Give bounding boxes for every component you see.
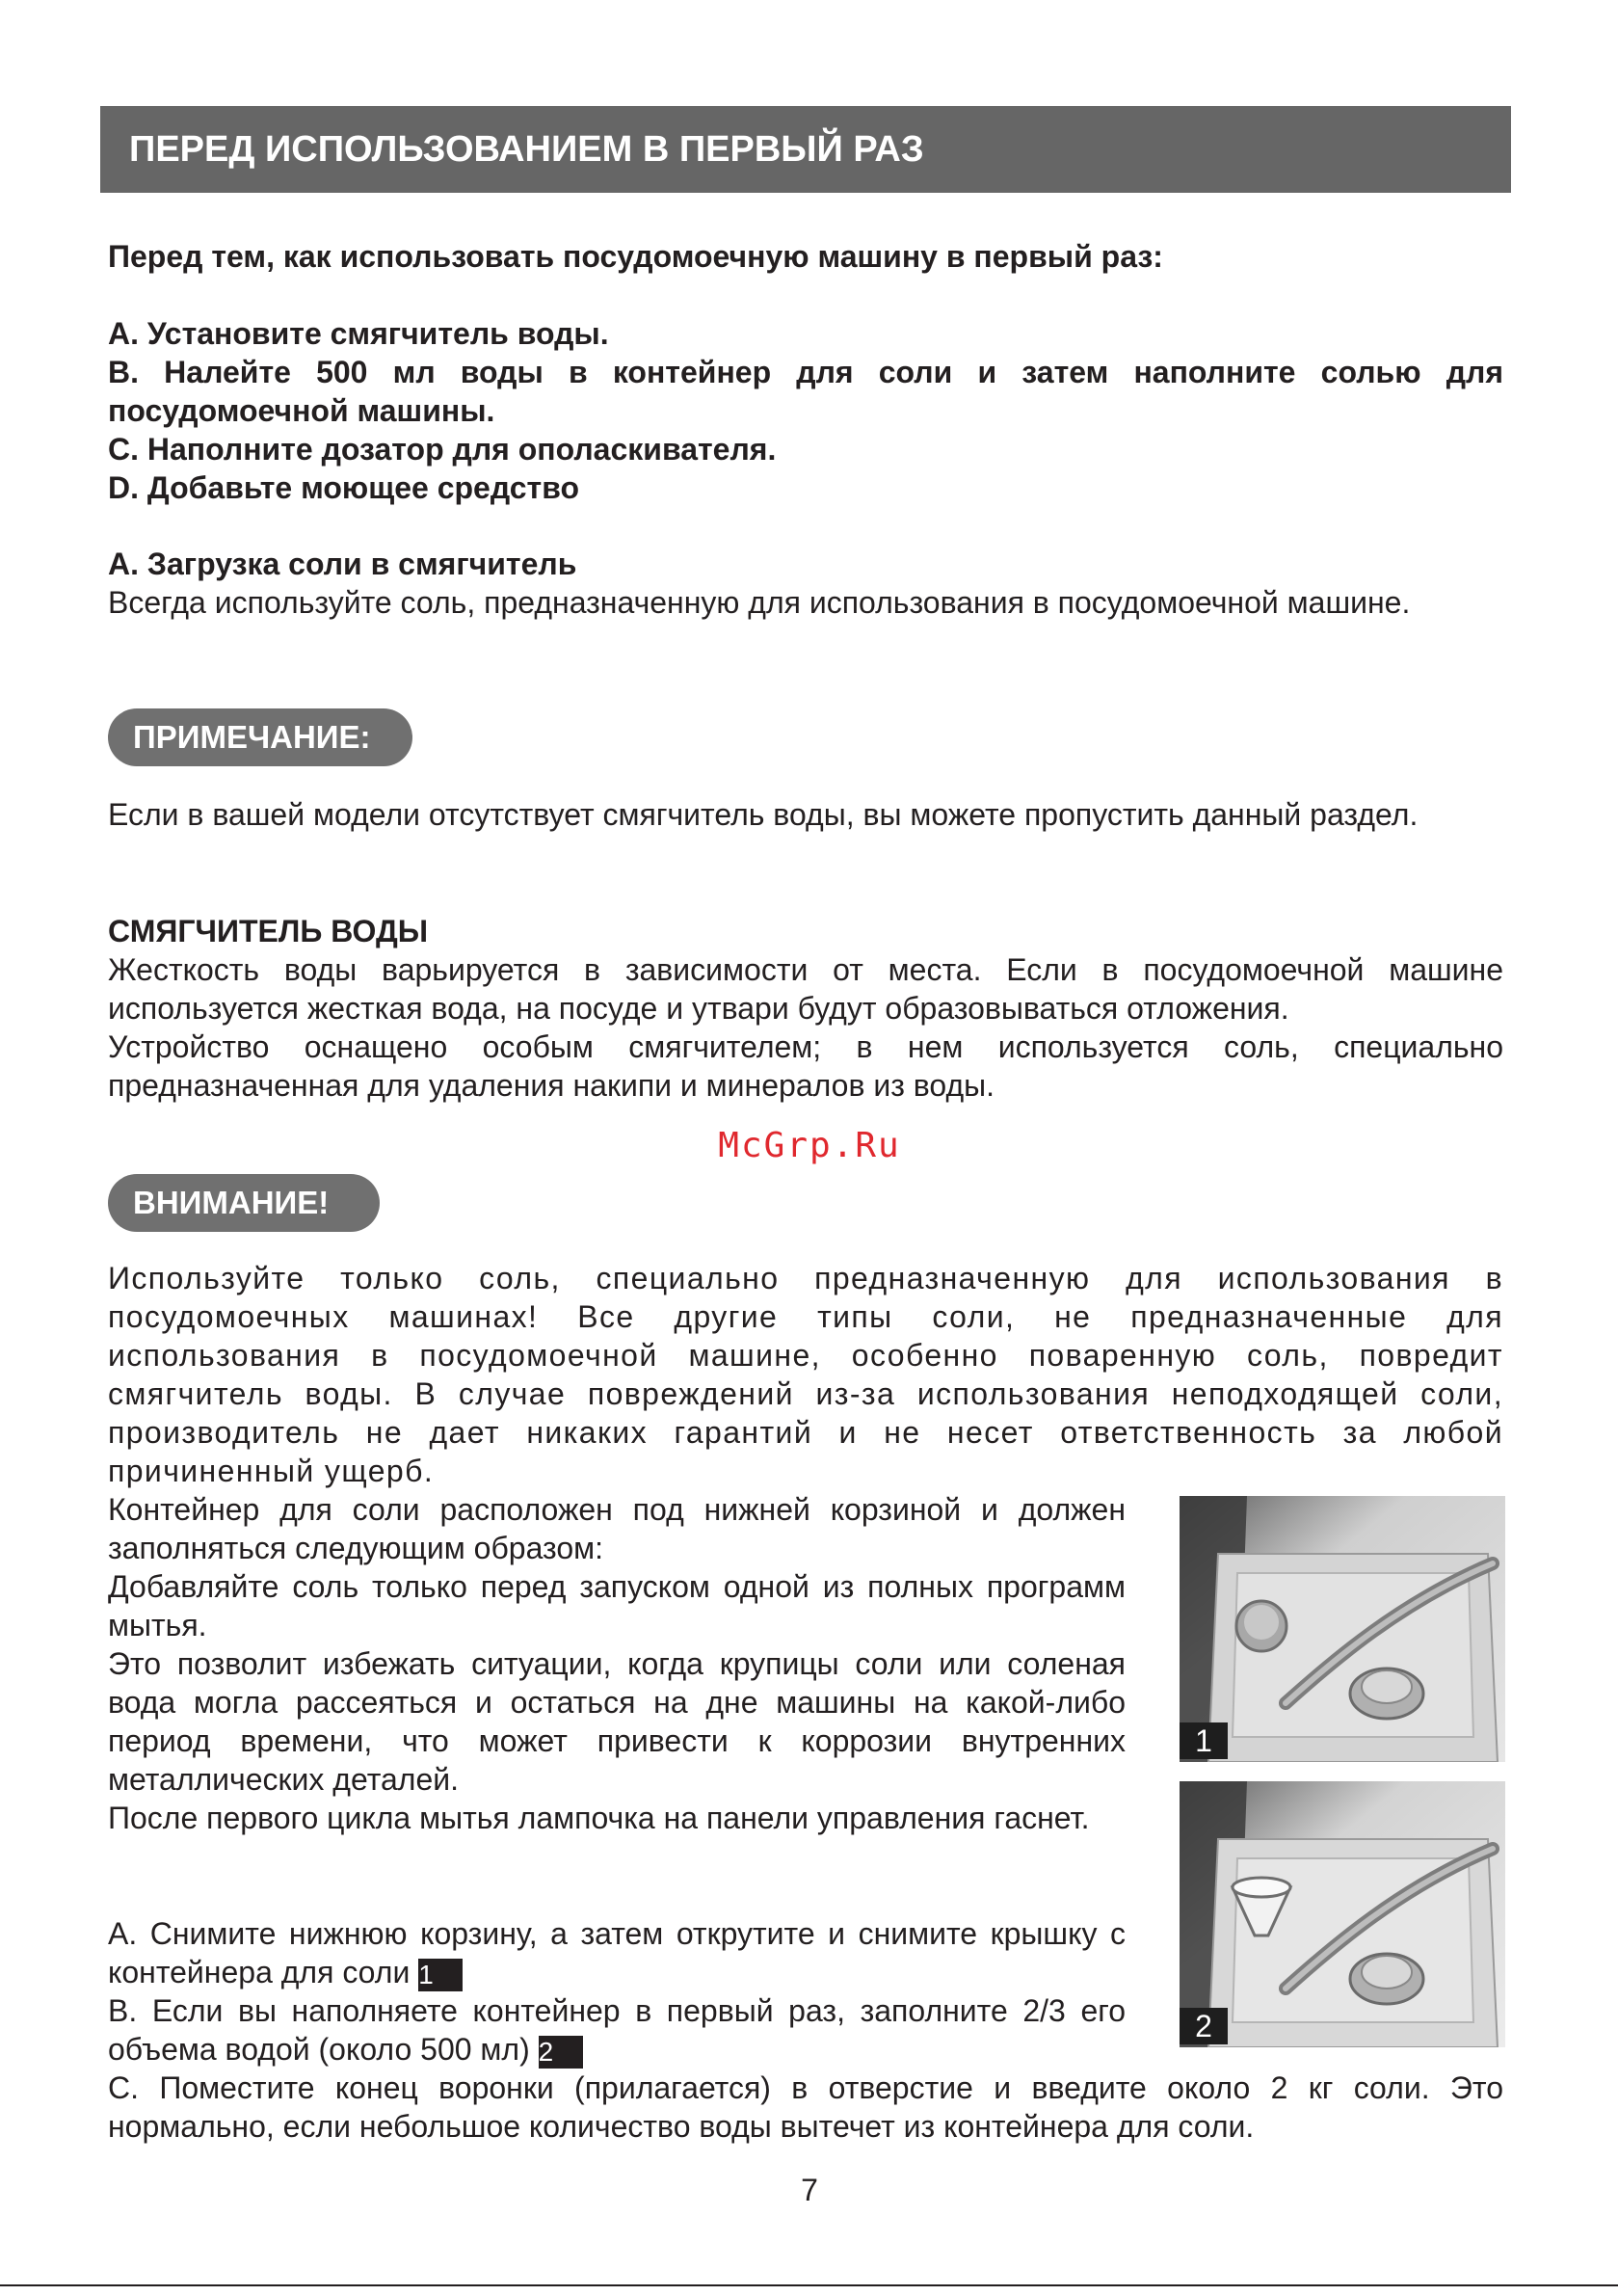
- figure-1-photo: [1180, 1496, 1505, 1762]
- note-label: ПРИМЕЧАНИЕ:: [133, 719, 371, 755]
- figure-ref-2: 2: [539, 2036, 583, 2069]
- step-d: D. Добавьте моющее средство: [108, 470, 579, 505]
- body-paragraph: Добавляйте соль только перед запуском одной из полных программ мытья.: [108, 1569, 1126, 1642]
- watermark: McGrp.Ru: [718, 1126, 901, 1165]
- softener-paragraph: Устройство оснащено особым смягчителем; в нем используется соль, специально предназначенная для удаления накипи и минералов из воды.: [108, 1029, 1503, 1103]
- softener-text: [108, 950, 1503, 1105]
- body-paragraph: Это позволит избежать ситуации, когда крупицы соли или соленая вода могла рассеяться и остаться на дне машины на какой-либо период времени, что может привести к коррозии внутренних металлических деталей.: [108, 1646, 1126, 1797]
- body-paragraph: После первого цикла мытья лампочка на панели управления гаснет.: [108, 1801, 1090, 1835]
- figure-2-photo: [1180, 1781, 1505, 2047]
- instruction-c: С. Поместите конец воронки (прилагается) в отверстие и введите около 2 кг соли. Это нормально, если небольшое количество воды вытечет из контейнера для соли.: [108, 2070, 1503, 2144]
- page-number: 7: [801, 2173, 818, 2207]
- bottom-divider: [0, 2284, 1618, 2286]
- instruction-a-text: А. Снимите нижнюю корзину, а затем открутите и снимите крышку с контейнера для соли: [108, 1916, 1126, 1989]
- page-header: [100, 106, 1511, 193]
- instruction-a: [108, 1914, 1126, 1991]
- instruction-b-text: В. Если вы наполняете контейнер в первый раз, заполните 2/3 его объема водой (около 500 мл): [108, 1993, 1126, 2067]
- figure-ref-1: 1: [418, 1959, 463, 1991]
- figure-1-label: 1: [1180, 1722, 1228, 1759]
- softener-paragraph: Жесткость воды варьируется в зависимости от места. Если в посудомоечной машине используется жесткая вода, на посуде и утвари будут образовываться отложения.: [108, 952, 1503, 1026]
- body-paragraph: Контейнер для соли расположен под нижней корзиной и должен заполняться следующим образом:: [108, 1492, 1126, 1565]
- note-text: Если в вашей модели отсутствует смягчитель воды, вы можете пропустить данный раздел.: [108, 797, 1419, 832]
- softener-heading: СМЯГЧИТЕЛЬ ВОДЫ: [108, 914, 429, 948]
- warning-text: Используйте только соль, специально предназначенную для использования в посудомоечных машинах! Все другие типы соли, не предназначенные для использования в посудомоечной машине, особенно поваренную соль, повредит смягчитель воды. В случае повреждений из-за использования неподходящей соли, производитель не дает никаких гарантий и не несет ответственность за любой причиненный ущерб.: [108, 1261, 1503, 1488]
- dishwasher-interior-illustration: [1180, 1496, 1505, 1762]
- header-title: ПЕРЕД ИСПОЛЬЗОВАНИЕМ В ПЕРВЫЙ РАЗ: [129, 129, 924, 170]
- salt-heading: А. Загрузка соли в смягчитель: [108, 547, 577, 581]
- salt-text: Всегда используйте соль, предназначенную для использования в посудомоечной машине.: [108, 585, 1411, 620]
- instruction-b: [108, 1991, 1126, 2069]
- step-a: А. Установите смягчитель воды.: [108, 316, 609, 351]
- body-text: [108, 1490, 1126, 1837]
- figure-2-label: 2: [1180, 2008, 1228, 2044]
- note-badge: [108, 708, 412, 766]
- dishwasher-funnel-illustration: [1180, 1781, 1505, 2047]
- step-c: С. Наполните дозатор для ополаскивателя.: [108, 432, 777, 467]
- step-b: В. Налейте 500 мл воды в контейнер для соли и затем наполните солью для посудомоечной машины.: [108, 355, 1503, 428]
- steps-list: [108, 314, 1503, 507]
- warning-badge: [108, 1174, 380, 1232]
- intro-text: Перед тем, как использовать посудомоечную машину в первый раз:: [108, 239, 1163, 274]
- warning-label: ВНИМАНИЕ!: [133, 1185, 330, 1220]
